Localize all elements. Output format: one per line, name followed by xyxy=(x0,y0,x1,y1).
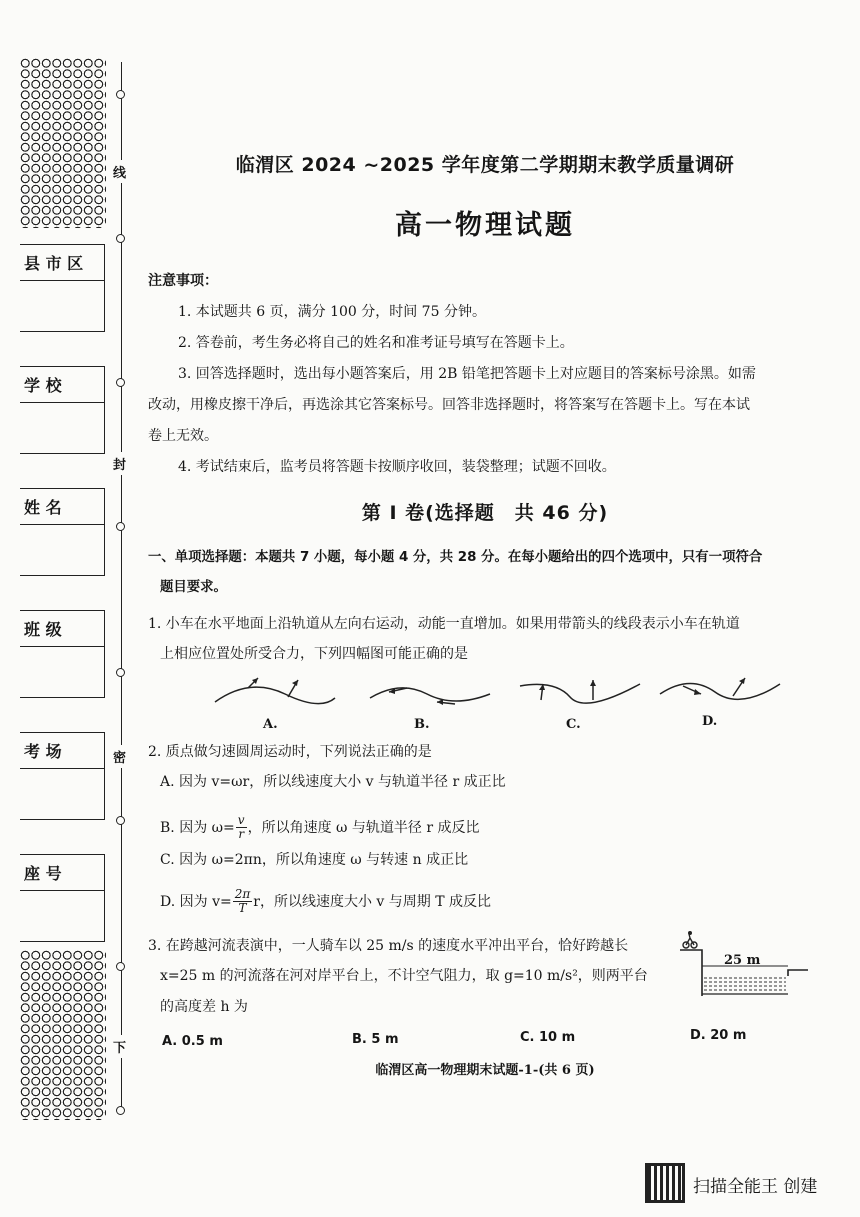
exam-title: 临渭区 2024 ~2025 学年度第二学期期末教学质量调研 xyxy=(235,154,735,176)
q1-figure-d xyxy=(655,672,785,722)
option-text: B. 因为 ω= xyxy=(160,819,235,836)
question-2-stem: 2. 质点做匀速圆周运动时，下列说法正确的是 xyxy=(148,744,432,760)
note-item: 1. 本试题共 6 页，满分 100 分，时间 75 分钟。 xyxy=(178,304,486,320)
note-item: 卷上无效。 xyxy=(148,428,218,444)
field-label: 姓 名 xyxy=(24,498,62,517)
section-intro: 一、单项选择题：本题共 7 小题，每小题 4 分，共 28 分。在每小题给出的四个选项中，只有一项符合 xyxy=(148,550,763,565)
binding-char: 线 xyxy=(113,160,126,183)
q1-option-label: A. xyxy=(263,717,278,732)
q2-option-a: A. 因为 v=ωr，所以线速度大小 v 与轨道半径 r 成正比 xyxy=(160,774,506,790)
fraction-denominator: T xyxy=(238,901,247,915)
binding-ring xyxy=(116,1106,125,1115)
q3-option-b: B. 5 m xyxy=(352,1032,399,1047)
field-label: 考 场 xyxy=(24,742,62,761)
field-name[interactable] xyxy=(20,488,105,576)
question-3-stem: x=25 m 的河流落在河对岸平台上，不计空气阻力，取 g=10 m/s²，则两平台 xyxy=(160,968,648,984)
binding-ring xyxy=(116,378,125,387)
binding-ring xyxy=(116,962,125,971)
notes-heading: 注意事项： xyxy=(148,273,218,289)
fraction-denominator: r xyxy=(238,827,245,841)
binding-ring xyxy=(116,668,125,677)
q2-option-d xyxy=(160,888,491,915)
q3-figure-label: 25 m xyxy=(724,953,761,968)
option-text: r，所以线速度大小 v 与周期 T 成反比 xyxy=(253,893,491,910)
field-exam-room[interactable] xyxy=(20,732,105,820)
q1-option-label: C. xyxy=(566,717,581,732)
note-item: 2. 答卷前，考生务必将自己的姓名和准考证号填写在答题卡上。 xyxy=(178,335,574,351)
q1-figure-c xyxy=(515,672,645,722)
q3-option-d: D. 20 m xyxy=(690,1028,747,1043)
binding-char: 封 xyxy=(113,452,126,475)
fraction xyxy=(236,814,247,841)
binding-line xyxy=(121,62,122,1112)
q3-option-a: A. 0.5 m xyxy=(162,1034,223,1049)
field-label: 学 校 xyxy=(24,376,62,395)
binding-ring xyxy=(116,816,125,825)
field-label: 座 号 xyxy=(24,864,62,883)
field-county[interactable] xyxy=(20,244,105,332)
option-text: ，所以角速度 ω 与轨道半径 r 成反比 xyxy=(247,819,480,836)
field-school[interactable] xyxy=(20,366,105,454)
option-text: D. 因为 v= xyxy=(160,893,232,910)
question-1-stem: 上相应位置处所受合力，下列四幅图可能正确的是 xyxy=(160,646,468,662)
fraction-numerator: v xyxy=(237,813,245,827)
q1-figure-a xyxy=(210,672,340,722)
binding-ring xyxy=(116,234,125,243)
q2-option-c: C. 因为 ω=2πn，所以角速度 ω 与转速 n 成正比 xyxy=(160,852,469,868)
field-seat-number[interactable] xyxy=(20,854,105,942)
q1-option-label: D. xyxy=(702,714,718,729)
dot-pattern-bottom xyxy=(20,950,106,1120)
subject-title: 高一物理试题 xyxy=(395,210,575,241)
fraction xyxy=(233,888,253,915)
binding-char: 密 xyxy=(113,745,126,768)
dot-pattern-top xyxy=(20,58,106,228)
fraction-numerator: 2π xyxy=(234,887,251,901)
note-item: 改动，用橡皮擦干净后，再选涂其它答案标号。回答非选择题时，将答案写在答题卡上。写在本试 xyxy=(148,397,750,413)
binding-ring xyxy=(116,90,125,99)
field-label: 县 市 区 xyxy=(24,254,84,273)
q1-option-label: B. xyxy=(414,717,430,732)
binding-char: 下 xyxy=(113,1035,126,1058)
field-label: 班 级 xyxy=(24,620,62,639)
section-title: 第 Ⅰ 卷(选择题 共 46 分) xyxy=(361,502,609,524)
q1-figure-b xyxy=(365,672,495,722)
qr-code-icon xyxy=(645,1163,685,1203)
q2-option-b xyxy=(160,814,480,841)
field-class[interactable] xyxy=(20,610,105,698)
section-intro: 题目要求。 xyxy=(160,580,227,595)
note-item: 3. 回答选择题时，选出每小题答案后，用 2B 铅笔把答题卡上对应题目的答案标号涂黑。如需 xyxy=(178,366,756,382)
q3-option-c: C. 10 m xyxy=(520,1030,576,1045)
scanner-watermark: 扫描全能王 创建 xyxy=(693,1177,818,1197)
binding-ring xyxy=(116,522,125,531)
question-1-stem: 1. 小车在水平地面上沿轨道从左向右运动，动能一直增加。如果用带箭头的线段表示小车在轨道 xyxy=(148,616,740,632)
question-3-stem: 3. 在跨越河流表演中，一人骑车以 25 m/s 的速度水平冲出平台，恰好跨越长 xyxy=(148,938,629,954)
question-3-stem: 的高度差 h 为 xyxy=(160,999,248,1015)
page-footer: 临渭区高一物理期末试题-1-(共 6 页) xyxy=(375,1063,595,1078)
note-item: 4. 考试结束后，监考员将答题卡按顺序收回，装袋整理；试题不回收。 xyxy=(178,459,616,475)
